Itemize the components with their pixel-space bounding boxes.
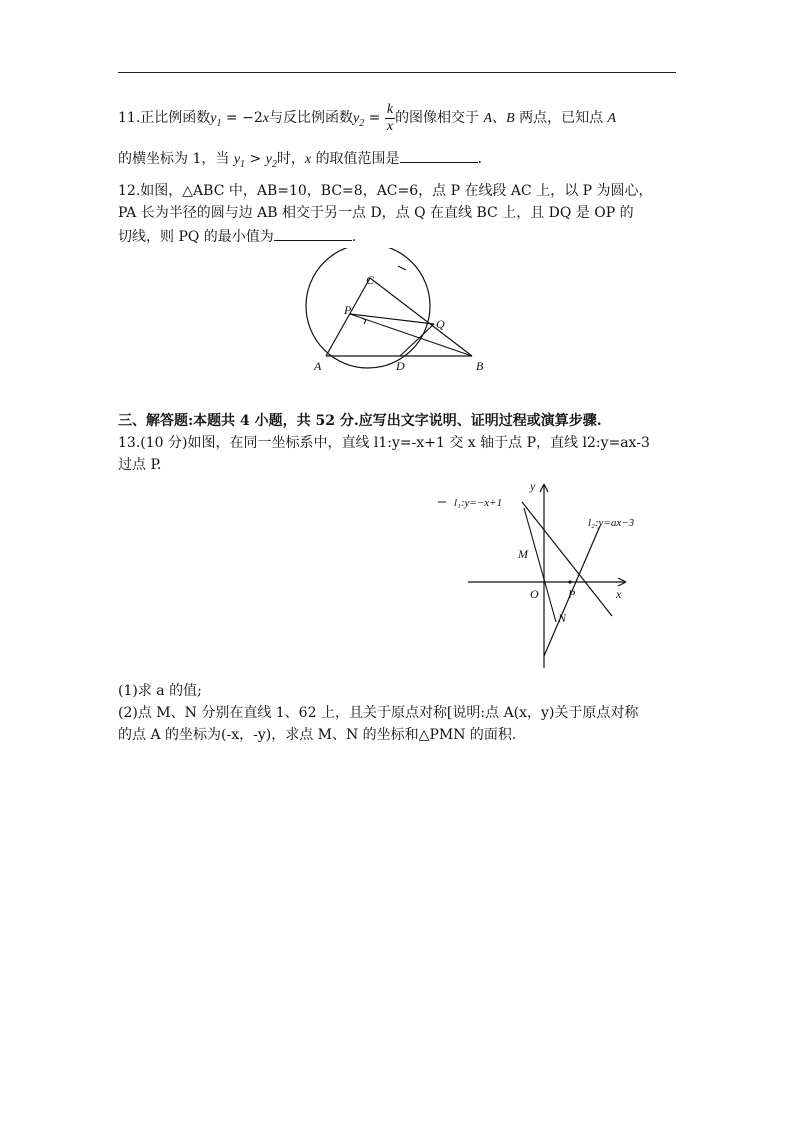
q11-cmp-y1: y	[233, 152, 241, 167]
q11-line2	[118, 148, 482, 174]
q11-y1: y	[210, 111, 217, 126]
q11-line2-x: x	[304, 152, 312, 167]
q13-part2-line1: (2)点 M、N 分别在直线 1、62 上，且关于原点对称[说明:点 A(x，y)关于原点对称	[118, 705, 639, 721]
q11-prefix: 11.正比例函数	[118, 110, 211, 126]
q11-y2: y	[352, 111, 360, 126]
q12-label-Q: Q	[436, 317, 445, 331]
q13-label-P: P	[568, 587, 576, 601]
q12-line1: 12.如图，△ABC 中，AB=10，BC=8，AC=6，点 P 在线段 AC 上，以 P 为圆心，	[118, 183, 653, 199]
q12-label-P: P	[344, 303, 352, 317]
q12-segment-DQ	[400, 324, 434, 356]
q11-B: B	[506, 111, 515, 126]
q11-after-frac: 的图像相交于	[395, 110, 480, 126]
q11-line1	[118, 100, 616, 136]
q11-frac-den: x	[386, 118, 394, 134]
q12-segment-CA	[326, 278, 370, 356]
q12-line3	[118, 226, 356, 246]
q11-x1: x	[262, 111, 269, 126]
q13-line1: 13.(10 分)如图，在同一坐标系中，直线 l1:y=-x+1 交 x 轴于点 P，直线 l2:y=ax-3	[118, 435, 650, 451]
q13-label-N: N	[558, 611, 567, 625]
q11-eq2: =	[364, 110, 385, 126]
q12-arc-mark	[398, 266, 406, 270]
q12-answer-blank[interactable]	[274, 226, 352, 241]
q13-label-O: O	[530, 587, 539, 601]
q13-label-y: y	[530, 479, 536, 493]
q11-answer-blank[interactable]	[400, 148, 478, 163]
q13-part2-line2: 的点 A 的坐标为(-x，-y)，求点 M、N 的坐标和△PMN 的面积.	[118, 727, 517, 743]
header-rule	[118, 72, 676, 73]
q13-graph	[430, 476, 650, 676]
q11-y1-sub: 1	[216, 117, 222, 129]
q11-after-B: 两点，已知点	[519, 110, 604, 126]
q12-line3-a: 切线，则 PQ 的最小值为	[118, 229, 274, 245]
section3-title: 三、解答题:本题共 4 小题，共 52 分.应写出文字说明、证明过程或演算步骤.	[118, 413, 602, 429]
q11-line2-a: 的横坐标为 1，当	[118, 151, 230, 167]
q12-label-B: B	[476, 359, 484, 373]
q11-y2-sub: 2	[359, 117, 365, 129]
q13-label-l2: l₂:y=ax−3	[588, 517, 635, 529]
q11-line2-end: .	[477, 151, 483, 167]
q12-figure	[296, 248, 496, 378]
q11-fraction	[385, 102, 395, 135]
q12-segment-PQ	[350, 314, 434, 324]
q11-A2: A	[607, 111, 617, 126]
q11-frac-num: k	[386, 101, 394, 117]
q13-label-M: M	[518, 547, 528, 561]
q11-A: A	[483, 111, 493, 126]
q11-cmp-y1-sub: 1	[240, 158, 246, 170]
q12-segment-CB	[370, 278, 472, 356]
q11-line2-b: 时，	[276, 151, 305, 167]
q12-circle	[306, 248, 430, 368]
q11-line2-c: 的取值范围是	[315, 151, 400, 167]
q12-segment-PB	[350, 314, 472, 356]
q13-label-x: x	[616, 587, 622, 601]
q11-cmp-gt: >	[245, 151, 266, 167]
q11-sep: 、	[492, 110, 507, 126]
q13-part1: (1)求 a 的值;	[118, 683, 202, 699]
q12-label-D: D	[396, 359, 405, 373]
q11-cmp-y2-sub: 2	[271, 158, 277, 170]
q13-point-P	[568, 580, 571, 583]
q12-line2: PA 长为半径的圆与边 AB 相交于另一点 D，点 Q 在直线 BC 上，且 DQ 是 OP 的	[118, 205, 634, 221]
q12-label-A: A	[314, 359, 322, 373]
q11-cmp-y2: y	[265, 152, 272, 167]
q12-label-C: C	[366, 273, 375, 287]
q12-line3-end: .	[351, 229, 357, 245]
q11-eq1: = −2	[221, 110, 263, 126]
q11-mid: 与反比例函数	[268, 110, 353, 126]
q13-label-l1: l₁:y=−x+1	[454, 497, 503, 509]
q13-line2: 过点 P.	[118, 457, 162, 473]
